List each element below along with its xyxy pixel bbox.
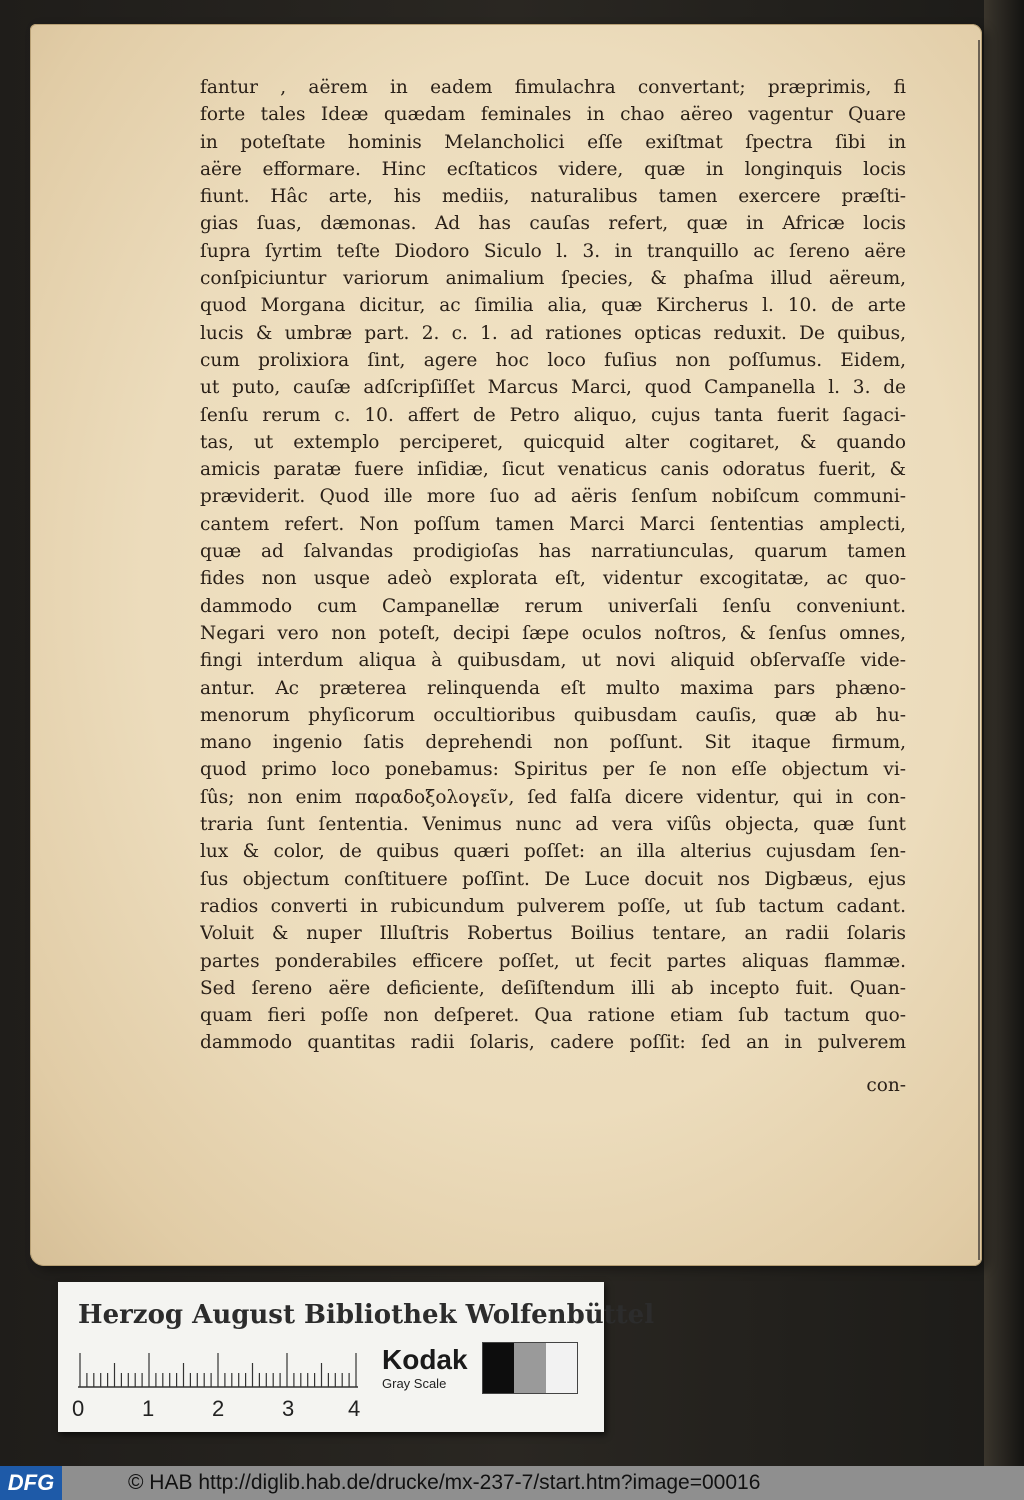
text-line: lux & color, de quibus quæri poſſet: an illa alterius cujusdam ſen- [200,841,906,863]
gray-scale-patches [482,1342,578,1394]
ruler-number: 2 [212,1396,225,1421]
text-line: Negari vero non poteſt, decipi ſæpe oculos noſtros, & ſenſus omnes, [200,622,906,644]
text-line: dammodo cum Campanellæ rerum univerſali ſenſu conveniunt. [200,595,906,617]
page-text [200,74,906,1057]
text-line: fantur , aërem in eadem fimulachra convertant; præprimis, fi [200,77,906,98]
library-name: Herzog August Bibliothek Wolfenbüttel [78,1300,655,1330]
text-line: ſûs; non enim παραδοξολογεῖν, ſed falſa dicere videntur, qui in con- [200,786,906,808]
text-line: Sed ſereno aëre deficiente, deſiſtendum illi ab incepto fuit. Quan- [200,977,906,999]
gray-patch [514,1343,545,1393]
ruler-number: 3 [282,1396,295,1421]
text-line: conſpiciuntur variorum animalium ſpecies, & phaſma illud aëreum, [200,268,906,290]
text-line: præviderit. Quod ille more ſuo ad aëris ſenſum nobiſcum communi- [200,486,906,508]
ruler-number: 0 [72,1396,85,1421]
text-line: in poteſtate hominis Melancholici eſſe exiſtmat ſpectra ſibi in [200,131,906,153]
text-line: quod primo loco ponebamus: Spiritus per ſe non eſſe objectum vi- [200,759,906,781]
text-line: lucis & umbræ part. 2. c. 1. ad rationes opticas reduxit. De quibus, [200,322,906,344]
text-line: ſus objectum conſtituere poſſint. De Luce docuit nos Digbæus, ejus [200,868,906,890]
text-line: quam fieri poſſe non deſperet. Qua ratione etiam ſub tactum quo- [200,1005,906,1027]
kodak-logo-text: Kodak [382,1344,468,1375]
color-reference-card [58,1282,655,1432]
gray-patch [483,1343,514,1393]
text-line: fingi interdum aliqua à quibusdam, ut novi aliquid obſervaſſe vide- [200,650,906,672]
text-line: gias ſuas, dæmonas. Ad has cauſas refert, quæ in Africæ locis [200,213,906,235]
ruler-number: 4 [348,1396,361,1421]
ruler-numbers [72,1396,372,1424]
text-line: tas, ut extemplo perciperet, quicquid alter cogitaret, & quando [200,431,906,453]
gray-scale-label: Gray Scale [382,1376,447,1391]
text-line: dammodo quantitas radii ſolaris, cadere poſſit: ſed an in pulverem [200,1032,906,1054]
page-fold-line [978,40,980,1260]
text-line: partes ponderabiles efficere poſſet, ut fecit partes aliquas flammæ. [200,950,906,972]
text-line: quod Morgana dicitur, ac ſimilia alia, quæ Kircherus l. 10. de arte [200,295,906,317]
text-line: ſenſu rerum c. 10. affert de Petro aliquo, cujus tanta fuerit ſagaci- [200,404,906,426]
text-line: mano ingenio ſatis deprehendi non poſſunt. Sit itaque firmum, [200,732,906,754]
text-line: amicis paratæ fuere inſidiæ, ſicut venaticus canis odoratus fuerit, & [200,459,906,481]
text-line: quæ ad ſalvandas prodigioſas has narratiunculas, quarum tamen [200,541,906,563]
text-line: menorum phyſicorum occultioribus quibusdam cauſis, quæ ab hu- [200,704,906,726]
text-line: aëre efformare. Hinc ecſtaticos videre, quæ in longinquis locis [200,158,906,180]
gray-patch [546,1343,577,1393]
text-line: radios converti in rubicundum pulverem poſſe, ut ſub tactum cadant. [200,895,906,917]
text-line: Voluit & nuper Illuſtris Robertus Boilius tentare, an radii ſolaris [200,923,906,945]
footer-credit-link[interactable]: © HAB http://diglib.hab.de/drucke/mx-237-7/start.htm?image=00016 [128,1471,761,1494]
footer-bar [0,1466,1024,1500]
text-line: cum prolixiora ſint, agere hoc loco fuſius non poſſumus. Eidem, [200,349,906,371]
catchword: con- [866,1075,906,1096]
text-line: fiunt. Hâc arte, his mediis, naturalibus tamen exercere præſti- [200,186,906,208]
ruler-number: 1 [142,1396,155,1421]
dfg-logo: DFG [0,1466,62,1500]
text-line: fides non usque adeò explorata eſt, videntur excogitatæ, ac quo- [200,568,906,590]
text-line: antur. Ac præterea relinquenda eſt multo maxima pars phæno- [200,677,906,699]
facing-page-edge [984,0,1024,1466]
scale-ruler [78,1352,358,1388]
text-line: ut puto, cauſæ adſcripſiſſet Marcus Marci, quod Campanella l. 3. de [200,377,906,399]
text-line: traria ſunt ſententia. Venimus nunc ad vera viſûs objecta, quæ ſunt [200,814,906,836]
text-line: cantem refert. Non poſſum tamen Marci Marci ſententias amplecti, [200,513,906,535]
text-line: ſupra ſyrtim teſte Diodoro Siculo l. 3. in tranquillo ac ſereno aëre [200,240,906,262]
text-line: forte tales Ideæ quædam feminales in chao aëreo vagentur Quare [200,104,906,126]
